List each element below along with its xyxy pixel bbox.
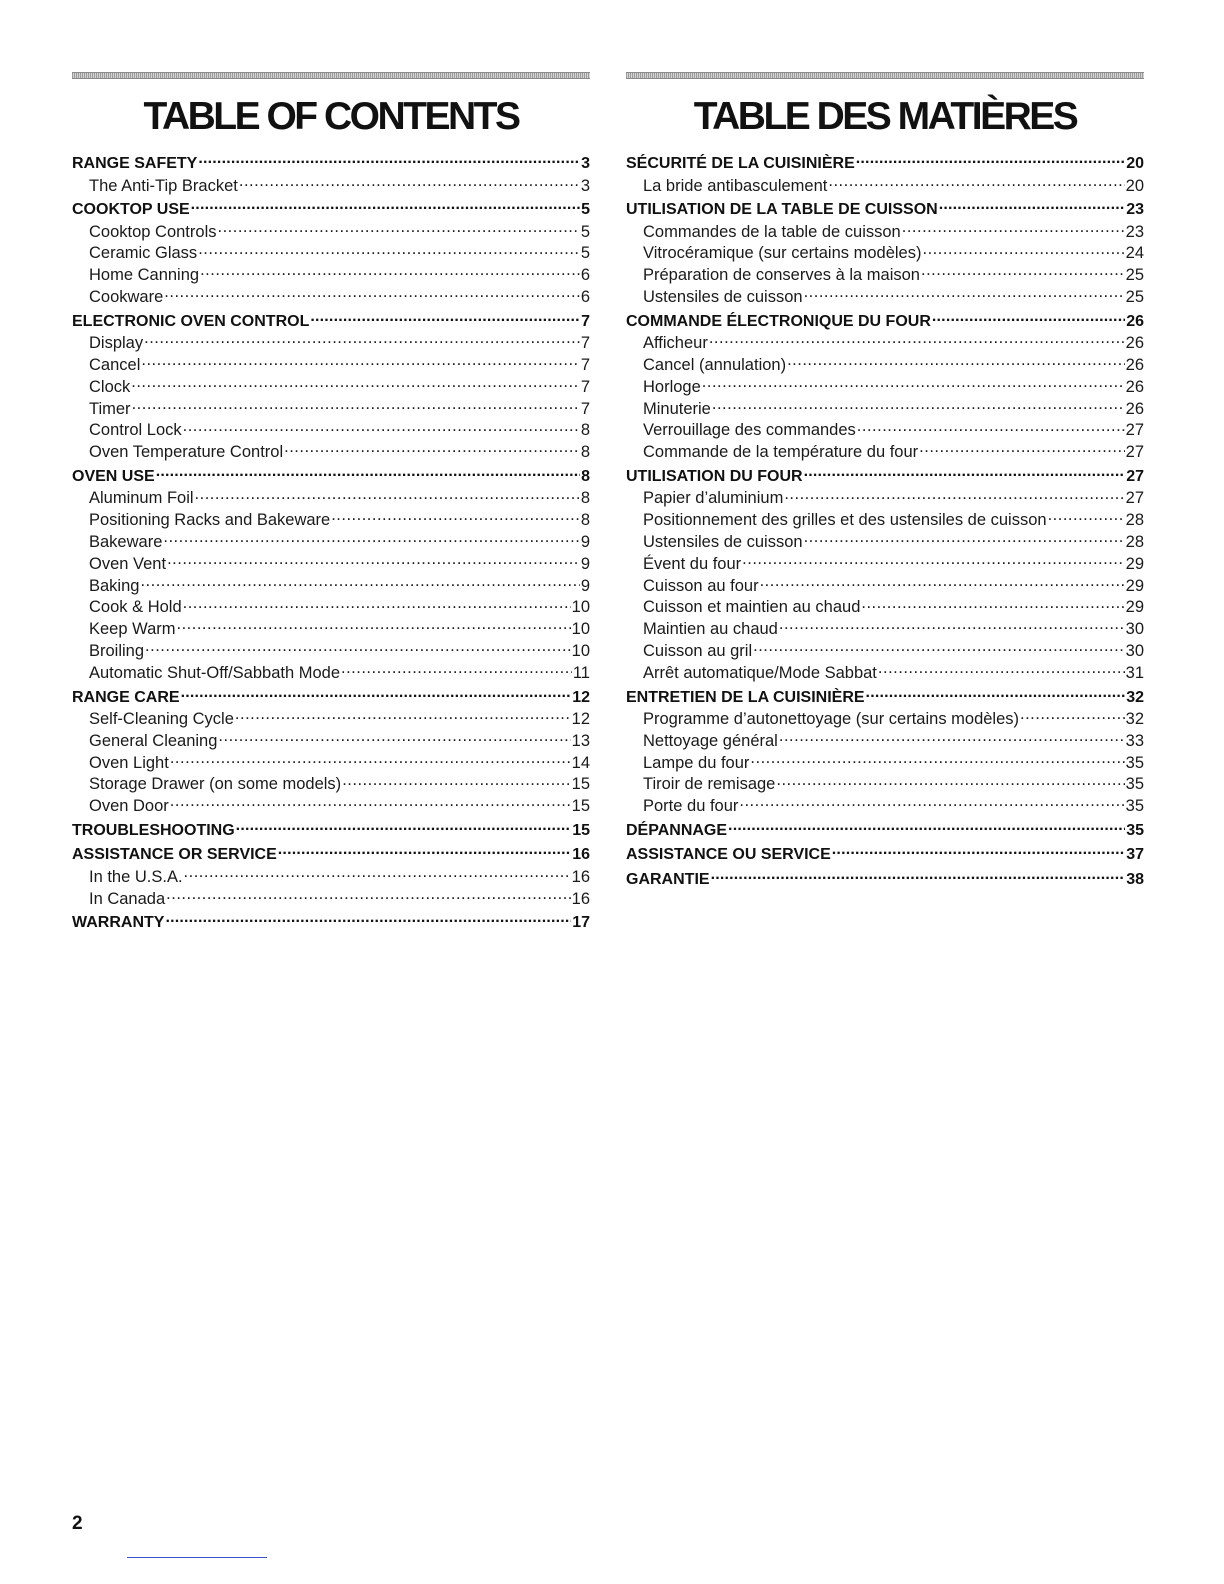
dot-leader — [1048, 509, 1125, 526]
toc-entry-title: COOKTOP USE — [72, 201, 190, 219]
toc-subsection-entry — [626, 751, 1144, 773]
toc-english-column — [72, 72, 590, 933]
toc-entry-title: Positionnement des grilles et des ustensiles de cuisson — [643, 511, 1047, 530]
toc-entry-page: 9 — [580, 533, 590, 552]
toc-entry-page: 23 — [1125, 222, 1144, 241]
toc-entry-title: Control Lock — [89, 421, 182, 440]
toc-entry-title: Home Canning — [89, 266, 200, 285]
toc-section-entry — [626, 686, 1144, 708]
toc-entry-page: 9 — [580, 554, 590, 573]
toc-entry-page: 26 — [1125, 377, 1144, 396]
toc-subsection-entry — [626, 332, 1144, 354]
dot-leader — [828, 174, 1124, 191]
dot-leader — [191, 198, 580, 214]
dot-leader — [711, 868, 1126, 884]
toc-entry-page: 27 — [1126, 467, 1144, 485]
toc-entry-page: 13 — [571, 731, 590, 750]
toc-entry-title: Porte du four — [643, 797, 739, 816]
toc-section-entry — [626, 819, 1144, 841]
toc-entry-page: 10 — [571, 620, 590, 639]
toc-subsection-entry — [72, 487, 590, 509]
dot-leader — [804, 465, 1126, 481]
toc-entry-title: Display — [89, 334, 144, 353]
toc-entry-title: OVEN USE — [72, 467, 155, 485]
toc-entry-title: Oven Door — [89, 797, 169, 816]
toc-entry-title: RANGE CARE — [72, 688, 180, 706]
dot-leader — [163, 531, 579, 548]
toc-entry-page: 7 — [580, 377, 590, 396]
toc-entry-page: 35 — [1125, 775, 1144, 794]
dot-leader — [181, 686, 572, 702]
toc-entry-page: 7 — [580, 399, 590, 418]
dot-leader — [787, 354, 1125, 371]
dot-leader — [239, 174, 580, 191]
dot-leader — [856, 152, 1125, 168]
toc-entry-page: 26 — [1125, 399, 1144, 418]
toc-subsection-entry — [72, 795, 590, 817]
dot-leader — [236, 819, 572, 835]
toc-entry-title: Self-Cleaning Cycle — [89, 710, 234, 728]
dot-leader — [198, 152, 580, 168]
toc-subsection-entry — [626, 661, 1144, 683]
dot-leader — [712, 397, 1125, 414]
dot-leader — [145, 640, 571, 657]
toc-section-entry — [72, 819, 590, 841]
toc-entry-title: Vitrocéramique (sur certains modèles) — [643, 244, 922, 263]
toc-entry-page: 8 — [581, 467, 590, 485]
toc-subsection-entry — [72, 729, 590, 751]
toc-entry-page: 8 — [580, 489, 590, 508]
toc-subsection-entry — [72, 552, 590, 574]
toc-subsection-entry — [626, 708, 1144, 730]
toc-subsection-entry — [72, 242, 590, 264]
dot-leader — [750, 751, 1124, 768]
toc-entry-page: 23 — [1126, 201, 1144, 219]
toc-section-entry — [72, 465, 590, 487]
toc-entry-title: Programme d’autonettoyage (sur certains modèles) — [643, 710, 1020, 728]
dot-leader — [195, 487, 580, 504]
toc-subsection-entry — [626, 354, 1144, 376]
toc-entry-title: ASSISTANCE OU SERVICE — [626, 846, 831, 864]
toc-entry-title: Storage Drawer (on some models) — [89, 775, 342, 794]
toc-list-french — [626, 152, 1144, 890]
toc-entry-page: 20 — [1125, 176, 1144, 195]
toc-entry-page: 8 — [580, 443, 590, 462]
toc-entry-title: Bakeware — [89, 533, 163, 552]
toc-entry-title: Tiroir de remisage — [643, 775, 776, 794]
dot-leader — [776, 773, 1124, 790]
toc-entry-title: Keep Warm — [89, 620, 176, 639]
dot-leader — [760, 574, 1125, 591]
toc-entry-page: 7 — [580, 334, 590, 353]
toc-subsection-entry — [626, 375, 1144, 397]
toc-entry-page: 30 — [1125, 642, 1144, 661]
toc-entry-page: 12 — [571, 710, 590, 728]
toc-subsection-entry — [72, 174, 590, 196]
toc-subsection-entry — [72, 574, 590, 596]
toc-section-entry — [626, 868, 1144, 890]
toc-entry-page: 30 — [1125, 620, 1144, 639]
toc-subsection-entry — [626, 509, 1144, 531]
toc-entry-title: General Cleaning — [89, 731, 218, 750]
toc-subsection-entry — [72, 509, 590, 531]
toc-entry-page: 38 — [1126, 870, 1144, 888]
toc-subsection-entry — [626, 286, 1144, 308]
dot-leader — [832, 843, 1125, 859]
toc-subsection-entry — [72, 220, 590, 242]
toc-entry-page: 31 — [1125, 663, 1144, 682]
toc-entry-title: Maintien au chaud — [643, 620, 778, 639]
toc-entry-page: 26 — [1125, 334, 1144, 353]
toc-entry-page: 7 — [580, 356, 590, 375]
dot-leader — [866, 686, 1126, 702]
toc-entry-page: 27 — [1125, 443, 1144, 462]
toc-subsection-entry — [626, 596, 1144, 618]
toc-subsection-entry — [72, 661, 590, 683]
toc-entry-page: 28 — [1125, 533, 1144, 552]
dot-leader — [167, 552, 580, 569]
page-number: 2 — [72, 1513, 83, 1534]
toc-subsection-entry — [72, 865, 590, 887]
toc-french-column — [626, 72, 1144, 890]
toc-section-entry — [72, 686, 590, 708]
toc-entry-title: DÉPANNAGE — [626, 821, 728, 839]
toc-entry-page: 10 — [571, 642, 590, 661]
toc-entry-page: 16 — [571, 889, 590, 908]
dot-leader — [140, 574, 579, 591]
toc-subsection-entry — [626, 640, 1144, 662]
toc-entry-page: 8 — [580, 421, 590, 440]
toc-entry-page: 27 — [1125, 489, 1144, 508]
toc-entry-page: 15 — [572, 821, 590, 839]
toc-subsection-entry — [626, 264, 1144, 286]
toc-entry-page: 16 — [571, 867, 590, 886]
toc-entry-page: 8 — [580, 511, 590, 530]
toc-entry-title: Ceramic Glass — [89, 244, 198, 263]
dot-leader — [922, 242, 1124, 259]
toc-subsection-entry — [626, 729, 1144, 751]
page-title-english: TABLE OF CONTENTS — [143, 95, 519, 138]
dot-leader — [932, 310, 1125, 326]
toc-entry-title: Aluminum Foil — [89, 489, 194, 508]
toc-section-entry — [72, 911, 590, 933]
toc-section-entry — [626, 843, 1144, 865]
toc-section-entry — [72, 198, 590, 220]
toc-entry-title: UTILISATION DE LA TABLE DE CUISSON — [626, 201, 938, 219]
dot-leader — [183, 419, 580, 436]
dot-leader — [709, 332, 1125, 349]
toc-entry-title: In Canada — [89, 889, 166, 908]
toc-entry-page: 15 — [571, 797, 590, 816]
dot-leader — [183, 596, 571, 613]
toc-entry-title: Ustensiles de cuisson — [643, 533, 803, 552]
toc-entry-page: 5 — [580, 244, 590, 263]
toc-entry-title: Cuisson et maintien au chaud — [643, 598, 861, 617]
toc-entry-title: Cuisson au four — [643, 576, 759, 595]
toc-entry-page: 16 — [572, 846, 590, 864]
dot-leader — [310, 310, 580, 326]
dot-leader — [919, 441, 1124, 458]
dot-leader — [739, 795, 1124, 812]
toc-entry-title: Ustensiles de cuisson — [643, 288, 803, 307]
dot-leader — [170, 751, 571, 768]
page-title-french: TABLE DES MATIÈRES — [693, 95, 1077, 138]
toc-subsection-entry — [626, 220, 1144, 242]
toc-subsection-entry — [72, 264, 590, 286]
toc-entry-title: Cookware — [89, 288, 164, 307]
toc-section-entry — [72, 152, 590, 174]
dot-leader — [331, 509, 580, 526]
dot-leader — [1020, 708, 1125, 725]
toc-entry-title: Papier d’aluminium — [643, 489, 784, 508]
dot-leader — [702, 375, 1125, 392]
dot-leader — [779, 729, 1125, 746]
toc-subsection-entry — [626, 795, 1144, 817]
toc-entry-title: SÉCURITÉ DE LA CUISINIÈRE — [626, 155, 855, 172]
toc-entry-title: Évent du four — [643, 554, 742, 573]
toc-entry-page: 6 — [580, 266, 590, 285]
toc-entry-title: TROUBLESHOOTING — [72, 821, 235, 839]
toc-entry-title: Positioning Racks and Bakeware — [89, 511, 331, 530]
dot-leader — [779, 618, 1125, 635]
toc-subsection-entry — [626, 574, 1144, 596]
toc-entry-page: 3 — [581, 155, 590, 172]
dot-leader — [857, 419, 1125, 436]
dot-leader — [742, 552, 1124, 569]
toc-entry-title: COMMANDE ÉLECTRONIQUE DU FOUR — [626, 312, 931, 330]
toc-section-entry — [626, 465, 1144, 487]
toc-subsection-entry — [72, 751, 590, 773]
dot-leader — [156, 465, 580, 481]
toc-subsection-entry — [626, 773, 1144, 795]
toc-entry-title: In the U.S.A. — [89, 867, 183, 886]
dot-leader — [170, 795, 571, 812]
toc-subsection-entry — [626, 174, 1144, 196]
dot-leader — [284, 441, 580, 458]
toc-subsection-entry — [626, 419, 1144, 441]
toc-entry-title: Horloge — [643, 377, 701, 396]
heading-rule — [72, 72, 590, 79]
toc-section-entry — [626, 310, 1144, 332]
dot-leader — [342, 773, 570, 790]
toc-subsection-entry — [72, 887, 590, 909]
toc-entry-title: Broiling — [89, 642, 145, 661]
dot-leader — [728, 819, 1125, 835]
dot-leader — [878, 661, 1125, 678]
dot-leader — [144, 332, 580, 349]
dot-leader — [132, 397, 580, 414]
heading-rule — [626, 72, 1144, 79]
toc-subsection-entry — [72, 375, 590, 397]
toc-entry-title: The Anti-Tip Bracket — [89, 176, 238, 195]
toc-entry-page: 29 — [1125, 598, 1144, 617]
toc-subsection-entry — [626, 531, 1144, 553]
dot-leader — [804, 286, 1125, 303]
toc-subsection-entry — [72, 441, 590, 463]
toc-entry-title: Baking — [89, 576, 140, 595]
toc-entry-title: Automatic Shut-Off/Sabbath Mode — [89, 663, 341, 682]
toc-subsection-entry — [72, 708, 590, 730]
dot-leader — [341, 661, 572, 678]
toc-entry-title: ELECTRONIC OVEN CONTROL — [72, 312, 310, 330]
dot-leader — [131, 375, 580, 392]
toc-entry-title: RANGE SAFETY — [72, 155, 198, 172]
toc-subsection-entry — [626, 618, 1144, 640]
toc-entry-title: Oven Vent — [89, 554, 167, 573]
toc-entry-page: 14 — [571, 753, 590, 772]
toc-entry-title: La bride antibasculement — [643, 176, 828, 195]
toc-entry-page: 35 — [1125, 753, 1144, 772]
toc-entry-page: 5 — [581, 201, 590, 219]
toc-subsection-entry — [626, 441, 1144, 463]
toc-section-entry — [72, 843, 590, 865]
toc-entry-title: Cook & Hold — [89, 598, 182, 617]
toc-entry-page: 32 — [1125, 710, 1144, 728]
dot-leader — [177, 618, 571, 635]
dot-leader — [939, 198, 1126, 214]
dot-leader — [164, 286, 580, 303]
toc-subsection-entry — [72, 531, 590, 553]
toc-entry-page: 32 — [1126, 688, 1144, 706]
toc-entry-page: 24 — [1125, 244, 1144, 263]
toc-entry-page: 29 — [1125, 554, 1144, 573]
toc-entry-page: 26 — [1125, 356, 1144, 375]
toc-entry-title: Lampe du four — [643, 753, 750, 772]
toc-subsection-entry — [72, 419, 590, 441]
dot-leader — [804, 531, 1125, 548]
toc-entry-page: 15 — [571, 775, 590, 794]
dot-leader — [235, 708, 571, 725]
toc-entry-title: ENTRETIEN DE LA CUISINIÈRE — [626, 688, 865, 706]
toc-entry-page: 5 — [580, 222, 590, 241]
toc-entry-title: Commandes de la table de cuisson — [643, 222, 901, 241]
toc-entry-title: Oven Light — [89, 753, 169, 772]
toc-entry-page: 27 — [1125, 421, 1144, 440]
toc-entry-page: 26 — [1126, 312, 1144, 330]
toc-section-entry — [626, 198, 1144, 220]
dot-leader — [921, 264, 1125, 281]
toc-entry-title: WARRANTY — [72, 914, 165, 932]
toc-entry-page: 25 — [1125, 266, 1144, 285]
toc-subsection-entry — [72, 773, 590, 795]
toc-subsection-entry — [72, 397, 590, 419]
toc-subsection-entry — [72, 640, 590, 662]
toc-entry-page: 33 — [1125, 731, 1144, 750]
dot-leader — [184, 865, 571, 882]
toc-subsection-entry — [72, 618, 590, 640]
toc-entry-page: 35 — [1125, 797, 1144, 816]
toc-entry-title: UTILISATION DU FOUR — [626, 467, 803, 485]
toc-entry-page: 12 — [572, 688, 590, 706]
toc-entry-title: Arrêt automatique/Mode Sabbat — [643, 663, 877, 682]
dot-leader — [784, 487, 1124, 504]
toc-subsection-entry — [72, 332, 590, 354]
toc-entry-title: Verrouillage des commandes — [643, 421, 856, 440]
toc-entry-title: Timer — [89, 399, 131, 418]
toc-entry-page: 10 — [571, 598, 590, 617]
dot-leader — [753, 640, 1125, 657]
dot-leader — [141, 354, 579, 371]
toc-entry-page: 11 — [572, 663, 590, 682]
toc-entry-title: Nettoyage général — [643, 731, 778, 750]
toc-entry-page: 7 — [581, 312, 590, 330]
toc-subsection-entry — [72, 286, 590, 308]
toc-subsection-entry — [626, 242, 1144, 264]
footer-link-underline — [127, 1557, 267, 1558]
toc-subsection-entry — [72, 354, 590, 376]
toc-entry-title: Préparation de conserves à la maison — [643, 266, 920, 285]
toc-section-entry — [72, 310, 590, 332]
dot-leader — [200, 264, 580, 281]
toc-entry-page: 37 — [1126, 846, 1144, 864]
toc-entry-page: 25 — [1125, 288, 1144, 307]
dot-leader — [166, 887, 570, 904]
toc-entry-page: 28 — [1125, 511, 1144, 530]
toc-entry-page: 9 — [580, 576, 590, 595]
toc-entry-title: GARANTIE — [626, 870, 710, 888]
toc-entry-title: Minuterie — [643, 399, 711, 418]
dot-leader — [278, 843, 571, 859]
toc-subsection-entry — [626, 397, 1144, 419]
dot-leader — [165, 911, 571, 927]
toc-entry-title: Cancel — [89, 356, 141, 375]
dot-leader — [217, 220, 579, 237]
toc-entry-title: ASSISTANCE OR SERVICE — [72, 846, 277, 864]
toc-entry-page: 3 — [580, 176, 590, 195]
toc-entry-title: Clock — [89, 377, 131, 396]
toc-entry-page: 20 — [1126, 155, 1144, 172]
toc-subsection-entry — [72, 596, 590, 618]
dot-leader — [861, 596, 1124, 613]
toc-entry-title: Cancel (annulation) — [643, 356, 787, 375]
toc-section-entry — [626, 152, 1144, 174]
toc-entry-page: 17 — [572, 914, 590, 932]
dot-leader — [198, 242, 580, 259]
toc-entry-title: Cooktop Controls — [89, 222, 217, 241]
toc-entry-page: 29 — [1125, 576, 1144, 595]
toc-entry-page: 35 — [1126, 821, 1144, 839]
toc-entry-page: 6 — [580, 288, 590, 307]
toc-list-english — [72, 152, 590, 933]
toc-entry-title: Afficheur — [643, 334, 708, 353]
dot-leader — [902, 220, 1125, 237]
dot-leader — [218, 729, 570, 746]
toc-entry-title: Commande de la température du four — [643, 443, 919, 462]
toc-entry-title: Cuisson au gril — [643, 642, 753, 661]
toc-subsection-entry — [626, 552, 1144, 574]
toc-entry-title: Oven Temperature Control — [89, 443, 284, 462]
toc-subsection-entry — [626, 487, 1144, 509]
